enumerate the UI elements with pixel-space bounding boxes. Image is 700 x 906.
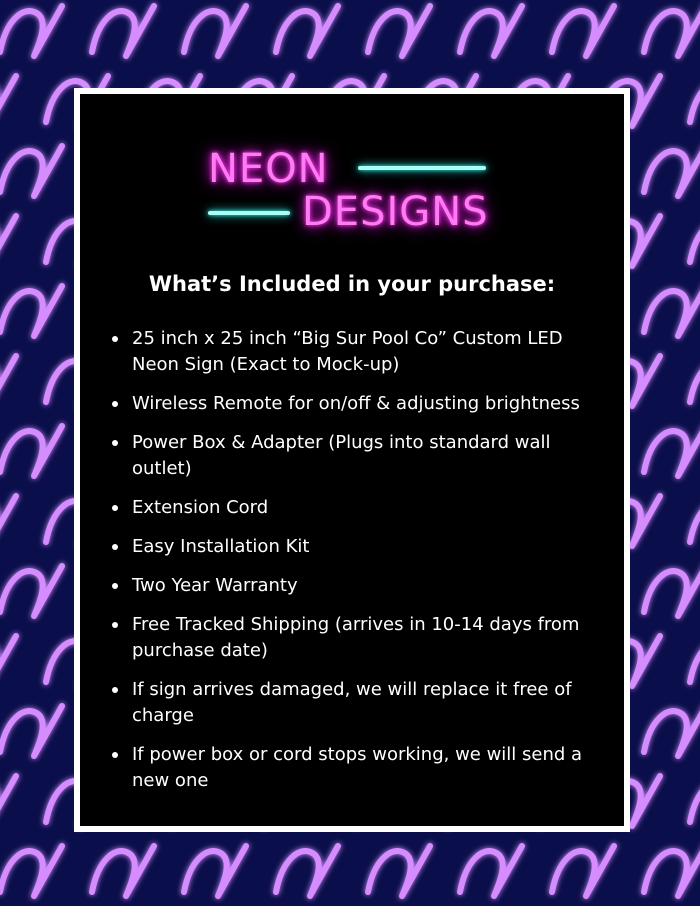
neon-n-glyph [92, 6, 154, 56]
neon-n-glyph [644, 286, 700, 336]
list-item-text: 25 inch x 25 inch “Big Sur Pool Co” Custom LED Neon Sign (Exact to Mock-up) [132, 328, 563, 375]
neon-n-glyph [0, 356, 16, 406]
neon-n-glyph [184, 6, 246, 56]
list-item-text: Free Tracked Shipping (arrives in 10-14 days from purchase date) [132, 614, 580, 661]
neon-n-glyph [644, 566, 700, 616]
list-item [108, 430, 608, 482]
bullet-icon [112, 622, 118, 628]
neon-n-glyph [644, 706, 700, 756]
neon-n-glyph [644, 146, 700, 196]
list-item-text: Power Box & Adapter (Plugs into standard wall outlet) [132, 432, 551, 479]
neon-n-glyph [368, 846, 430, 896]
neon-n-glyph [460, 846, 522, 896]
neon-n-glyph [690, 76, 700, 126]
bullet-icon [112, 440, 118, 446]
neon-n-glyph [644, 426, 700, 476]
logo-word-neon: NEON [208, 146, 329, 192]
neon-n-glyph [0, 566, 62, 616]
neon-n-glyph [690, 776, 700, 826]
neon-n-glyph [644, 6, 700, 56]
logo-line-bottom [208, 211, 290, 215]
neon-n-glyph [0, 6, 62, 56]
neon-n-glyph [552, 846, 614, 896]
list-item [108, 391, 608, 417]
logo-line-top [358, 166, 486, 170]
list-item [108, 495, 608, 521]
list-item [108, 612, 608, 664]
list-item-text: Easy Installation Kit [132, 536, 310, 557]
neon-n-glyph [0, 146, 62, 196]
bullet-icon [112, 583, 118, 589]
list-item-text: If power box or cord stops working, we will send a new one [132, 744, 583, 791]
neon-n-glyph [368, 6, 430, 56]
bullet-icon [112, 687, 118, 693]
neon-designs-logo [200, 144, 500, 239]
neon-n-glyph [0, 636, 16, 686]
neon-n-glyph [690, 216, 700, 266]
neon-n-glyph [276, 846, 338, 896]
list-item [108, 573, 608, 599]
bullet-icon [112, 544, 118, 550]
neon-n-glyph [0, 706, 62, 756]
list-item-text: If sign arrives damaged, we will replace it free of charge [132, 679, 572, 726]
list-item-text: Wireless Remote for on/off & adjusting brightness [132, 393, 580, 414]
page-heading: What’s Included in your purchase: [148, 272, 556, 296]
bullet-icon [112, 505, 118, 511]
neon-n-glyph [460, 6, 522, 56]
logo-word-designs: DESIGNS [302, 189, 489, 235]
neon-n-glyph [552, 6, 614, 56]
neon-n-glyph [690, 496, 700, 546]
neon-n-glyph [644, 846, 700, 896]
list-item [108, 677, 608, 729]
neon-n-glyph [276, 6, 338, 56]
neon-n-glyph [0, 426, 62, 476]
list-item [108, 534, 608, 560]
neon-n-glyph [0, 76, 16, 126]
bullet-icon [112, 401, 118, 407]
list-item-text: Two Year Warranty [132, 575, 298, 596]
neon-n-glyph [184, 846, 246, 896]
neon-n-glyph [690, 636, 700, 686]
neon-n-glyph [0, 776, 16, 826]
neon-n-glyph [0, 286, 62, 336]
bullet-icon [112, 336, 118, 342]
list-item-text: Extension Cord [132, 497, 269, 518]
list-item [108, 326, 608, 378]
neon-n-glyph [690, 356, 700, 406]
bullet-icon [112, 752, 118, 758]
neon-n-glyph [92, 846, 154, 896]
neon-n-glyph [0, 846, 62, 896]
neon-n-glyph [0, 496, 16, 546]
neon-n-glyph [0, 216, 16, 266]
list-item [108, 742, 608, 794]
content-card [74, 88, 630, 832]
included-items-list [108, 326, 608, 807]
